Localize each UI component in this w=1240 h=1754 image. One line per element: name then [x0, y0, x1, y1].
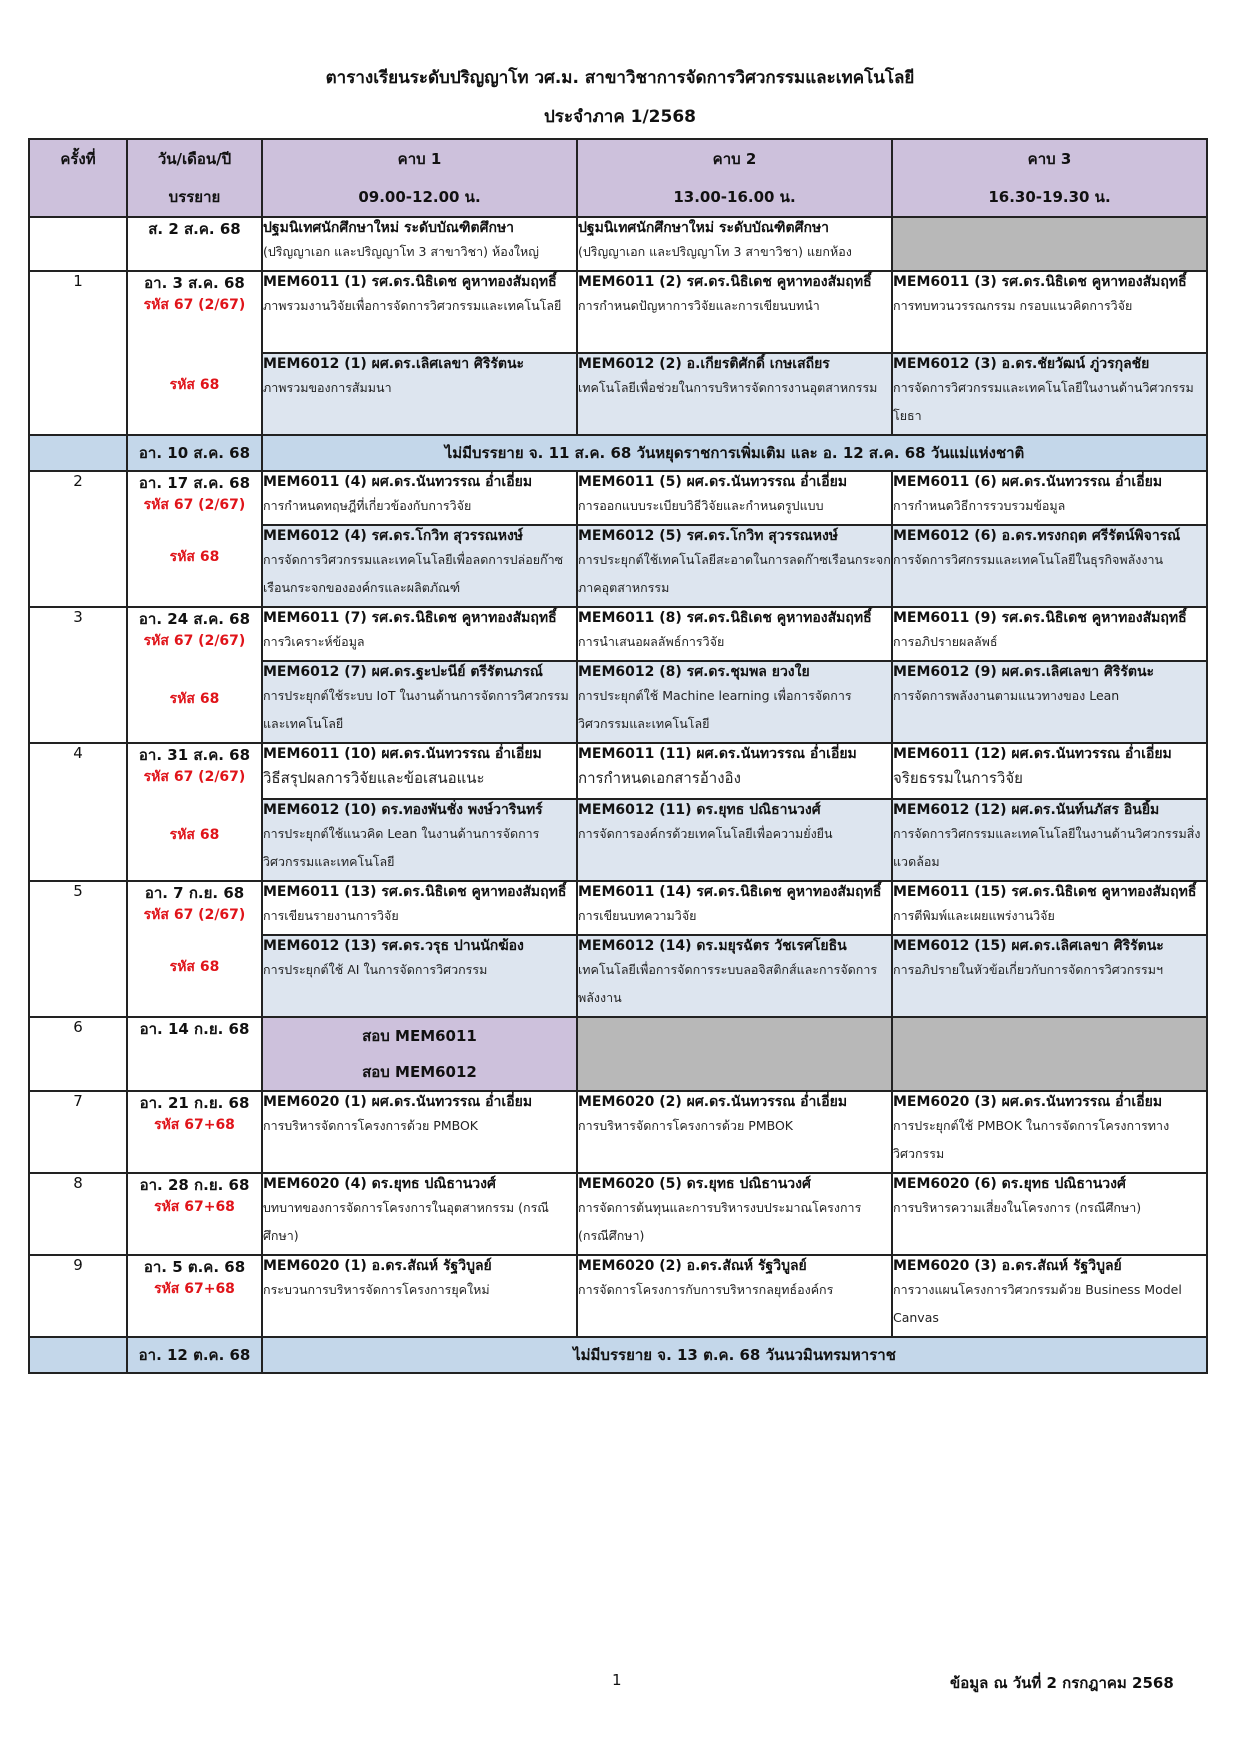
lecture-date: อา. 17 ส.ค. 68 — [138, 474, 251, 492]
session-title: MEM6011 (10) ผศ.ดร.นันทวรรณ อ่ำเอี่ยม — [263, 746, 542, 762]
mem6011-session — [892, 471, 1207, 525]
orientation-row — [29, 217, 1207, 271]
week-date-cell — [127, 1255, 262, 1337]
session-title: MEM6012 (4) รศ.ดร.โกวิท สุวรรณหงษ์ — [263, 528, 524, 544]
session-title: MEM6012 (5) รศ.ดร.โกวิท สุวรรณหงษ์ — [578, 528, 839, 544]
week-number: 7 — [29, 1091, 127, 1173]
session-topic: บทบาทของการจัดการโครงการในอุตสาหกรรม (กรณีศึกษา) — [263, 1200, 549, 1243]
mem6020-session — [892, 1173, 1207, 1255]
week-row-a — [29, 743, 1207, 799]
mem6012-session — [577, 353, 892, 435]
session-title: MEM6012 (11) ดร.ยุทธ ปณิธานวงศ์ — [578, 802, 821, 818]
mem6020-session — [577, 1173, 892, 1255]
session-topic: การกำหนดทฤษฎีที่เกี่ยวข้องกับการวิจัย — [263, 498, 472, 513]
mem6020-session — [577, 1091, 892, 1173]
session-topic: การจัดการวิศกรรมและเทคโนโลยีในธุรกิจพลังงาน — [893, 552, 1164, 567]
mem6012-session — [577, 799, 892, 881]
lecture-date: อา. 3 ส.ค. 68 — [144, 274, 245, 292]
col-header-period3 — [892, 139, 1207, 217]
exam-date-cell — [127, 1017, 262, 1091]
mem6011-session — [892, 881, 1207, 935]
session-topic: การจัดการโครงการกับการบริหารกลยุทธ์องค์กร — [578, 1282, 834, 1297]
period3-unused — [892, 217, 1207, 271]
cohort-code-67: รหัส 67 (2/67) — [143, 907, 246, 923]
week-date-cell — [127, 1173, 262, 1255]
mem6020-session — [262, 1173, 577, 1255]
session-topic: การตีพิมพ์และเผยแพร่งานวิจัย — [893, 908, 1055, 923]
lecture-date: อา. 5 ต.ค. 68 — [143, 1258, 246, 1276]
session-topic: การกำหนดวิธีการรวบรวมข้อมูล — [893, 498, 1066, 513]
session-title: MEM6011 (6) ผศ.ดร.นันทวรรณ อ่ำเอี่ยม — [893, 474, 1163, 490]
schedule-table — [28, 138, 1208, 1374]
mem6012-session — [262, 935, 577, 1017]
session-title: MEM6012 (10) ดร.ทองพันชั่ง พงษ์วารินทร์ — [263, 802, 543, 818]
period1-time: 09.00-12.00 น. — [358, 188, 481, 206]
cohort-code-68: รหัส 68 — [169, 959, 220, 975]
mem6011-session — [577, 881, 892, 935]
lecture-date: อา. 24 ส.ค. 68 — [138, 610, 251, 628]
week-row-mem6020 — [29, 1091, 1207, 1173]
page-number: 1 — [612, 1671, 622, 1689]
cohort-code-68: รหัส 68 — [169, 691, 220, 707]
mem6011-session — [577, 271, 892, 353]
session-title: MEM6012 (9) ผศ.ดร.เลิศเลขา ศิริรัตนะ — [893, 664, 1155, 680]
week-row-mem6020 — [29, 1255, 1207, 1337]
week-row-a — [29, 471, 1207, 525]
session-title: MEM6012 (14) ดร.มยุรฉัตร วัชเรศโยธิน — [578, 938, 847, 954]
cohort-code-67: รหัส 67 (2/67) — [143, 633, 246, 649]
week-date-cell — [127, 881, 262, 1017]
session-topic: การประยุกต์ใช้ระบบ IoT ในงานด้านการจัดการวิศวกรรมและเทคโนโลยี — [263, 688, 569, 731]
cohort-spacer — [128, 788, 261, 824]
week-row-a — [29, 607, 1207, 661]
session-title: MEM6020 (2) อ.ดร.สัณห์ รัฐวิบูลย์ — [578, 1258, 807, 1274]
cohort-code-68: รหัส 68 — [169, 549, 220, 565]
period2-label: คาบ 2 — [712, 150, 757, 168]
session-topic: เทคโนโลยีเพื่อการจัดการระบบลอจิสติกส์และการจัดการพลังงาน — [578, 962, 878, 1005]
period1-label: คาบ 1 — [397, 150, 442, 168]
session-title: MEM6020 (5) ดร.ยุทธ ปณิธานวงศ์ — [578, 1176, 811, 1192]
lecture-date: อา. 7 ก.ย. 68 — [144, 884, 245, 902]
session-topic: การวิเคราะห์ข้อมูล — [263, 634, 365, 649]
cohort-code-67: รหัส 67 (2/67) — [143, 497, 246, 513]
session-title: MEM6012 (15) ผศ.ดร.เลิศเลขา ศิริรัตนะ — [893, 938, 1164, 954]
cohort-code-67: รหัส 67 (2/67) — [143, 297, 246, 313]
semester-subtitle: ประจำภาค 1/2568 — [544, 107, 696, 127]
mem6011-session — [577, 607, 892, 661]
session-title: MEM6011 (5) ผศ.ดร.นันทวรรณ อ่ำเอี่ยม — [578, 474, 848, 490]
session-title: MEM6012 (13) รศ.ดร.วรุธ ปานนักฆ้อง — [263, 938, 524, 954]
session-title: MEM6011 (8) รศ.ดร.นิธิเดช คูหาทองสัมฤทธิ์ — [578, 610, 872, 626]
holiday-announcement: ไม่มีบรรยาย จ. 11 ส.ค. 68 วันหยุดราชการเพิ่มเติม และ อ. 12 ส.ค. 68 วันแม่แห่งชาติ — [262, 435, 1207, 471]
period2-time: 13.00-16.00 น. — [673, 188, 796, 206]
header-row — [29, 139, 1207, 217]
col-header-date-l2: บรรยาย — [168, 188, 221, 206]
session-topic: การกำหนดปัญหาการวิจัยและการเขียนบทนำ — [578, 298, 820, 313]
session-topic: การจัดการวิศวกรรมและเทคโนโลยีในงานด้านวิศวกรรมโยธา — [893, 380, 1194, 423]
orientation-detail: (ปริญญาเอก และปริญญาโท 3 สาขาวิชา) แยกห้อง — [578, 244, 852, 259]
holiday-number-empty — [29, 1337, 127, 1373]
mem6012-session — [262, 799, 577, 881]
exam-row — [29, 1017, 1207, 1091]
session-title: MEM6012 (6) อ.ดร.ทรงกฤต ศรีรัตน์พิจารณ์ — [893, 528, 1181, 544]
session-title: MEM6012 (2) อ.เกียรติศักดิ์ เกษเสถียร — [578, 356, 830, 372]
week-number: 8 — [29, 1173, 127, 1255]
mem6011-session — [262, 607, 577, 661]
cohort-code-67-68: รหัส 67+68 — [154, 1117, 235, 1133]
mem6012-session — [262, 661, 577, 743]
orientation-title: ปฐมนิเทศนักศึกษาใหม่ ระดับบัณฑิตศึกษา — [263, 220, 515, 236]
session-topic: การบริหารจัดการโครงการด้วย PMBOK — [578, 1118, 794, 1133]
week-number: 3 — [29, 607, 127, 743]
mem6020-session — [892, 1091, 1207, 1173]
mem6011-session — [262, 271, 577, 353]
session-topic: การนำเสนอผลลัพธ์การวิจัย — [578, 634, 725, 649]
session-topic: การจัดการต้นทุนและการบริหารงบประมาณโครงการ (กรณีศึกษา) — [578, 1200, 862, 1243]
col-header-no-label: ครั้งที่ — [60, 150, 96, 168]
orientation-period1 — [262, 217, 577, 271]
mem6012-session — [892, 661, 1207, 743]
mem6020-session — [892, 1255, 1207, 1337]
session-topic: การเขียนบทความวิจัย — [578, 908, 697, 923]
session-title: MEM6012 (1) ผศ.ดร.เลิศเลขา ศิริรัตนะ — [263, 356, 525, 372]
exam-date: อา. 14 ก.ย. 68 — [139, 1020, 250, 1038]
period2-unused — [577, 1017, 892, 1091]
orientation-date-cell — [127, 217, 262, 271]
session-title: MEM6011 (12) ผศ.ดร.นันทวรรณ อ่ำเอี่ยม — [893, 746, 1172, 762]
week-number: 4 — [29, 743, 127, 881]
session-topic: การจัดการพลังงานตามแนวทางของ Lean — [893, 688, 1120, 703]
session-topic: ภาพรวมของการสัมมนา — [263, 380, 392, 395]
week-number: 1 — [29, 271, 127, 435]
session-title: MEM6020 (2) ผศ.ดร.นันทวรรณ อ่ำเอี่ยม — [578, 1094, 848, 1110]
cohort-spacer — [128, 316, 261, 374]
week-date-cell — [127, 1091, 262, 1173]
col-header-no-blank — [30, 178, 126, 216]
period3-unused — [892, 1017, 1207, 1091]
col-header-period2 — [577, 139, 892, 217]
holiday-announcement: ไม่มีบรรยาย จ. 13 ต.ค. 68 วันนวมินทรมหาราช — [262, 1337, 1207, 1373]
session-topic: เทคโนโลยีเพื่อช่วยในการบริหารจัดการงานอุตสาหกรรม — [578, 380, 878, 395]
session-title: MEM6020 (1) อ.ดร.สัณห์ รัฐวิบูลย์ — [263, 1258, 492, 1274]
schedule-body — [29, 139, 1207, 1373]
session-title: MEM6012 (12) ผศ.ดร.นันท์นภัสร อินยิ้ม — [893, 802, 1160, 818]
col-header-date-l1: วัน/เดือน/ปี — [157, 150, 232, 168]
session-title: MEM6011 (2) รศ.ดร.นิธิเดช คูหาทองสัมฤทธิ์ — [578, 274, 872, 290]
session-title: MEM6011 (4) ผศ.ดร.นันทวรรณ อ่ำเอี่ยม — [263, 474, 533, 490]
session-title: MEM6011 (9) รศ.ดร.นิธิเดช คูหาทองสัมฤทธิ์ — [893, 610, 1187, 626]
session-topic: การประยุกต์ใช้ Machine learning เพื่อการจัดการวิศวกรรมและเทคโนโลยี — [578, 688, 852, 731]
session-topic: วิธีสรุปผลการวิจัยและข้อเสนอแนะ — [263, 769, 485, 787]
exam-mem6011: สอบ MEM6011 — [362, 1027, 477, 1045]
session-topic: การจัดการวิศวกรรมและเทคโนโลยีเพื่อลดการปล่อยก๊าซเรือนกระจกขององค์กรและผลิตภัณฑ์ — [263, 552, 564, 595]
mem6012-session — [892, 353, 1207, 435]
cohort-code-67-68: รหัส 67+68 — [154, 1199, 235, 1215]
session-topic: ภาพรวมงานวิจัยเพื่อการจัดการวิศวกรรมและเทคโนโลยี — [263, 298, 562, 313]
session-title: MEM6011 (1) รศ.ดร.นิธิเดช คูหาทองสัมฤทธิ์ — [263, 274, 557, 290]
session-title: MEM6012 (7) ผศ.ดร.ฐะปะนีย์ ตรีรัตนภรณ์ — [263, 664, 543, 680]
session-topic: การจัดการวิศกรรมและเทคโนโลยีในงานด้านวิศวกรรมสิ่งแวดล้อม — [893, 826, 1201, 869]
mem6012-session — [577, 935, 892, 1017]
cohort-code-68: รหัส 68 — [169, 827, 220, 843]
session-title: MEM6011 (13) รศ.ดร.นิธิเดช คูหาทองสัมฤทธิ์ — [263, 884, 567, 900]
session-title: MEM6020 (4) ดร.ยุทธ ปณิธานวงศ์ — [263, 1176, 496, 1192]
session-topic: กระบวนการบริหารจัดการโครงการยุคใหม่ — [263, 1282, 490, 1297]
session-topic: การทบทวนวรรณกรรม กรอบแนวคิดการวิจัย — [893, 298, 1133, 313]
session-topic: การออกแบบระเบียบวิธีวิจัยและกำหนดรูปแบบ — [578, 498, 824, 513]
mem6011-session — [892, 743, 1207, 799]
session-topic: การอภิปรายผลลัพธ์ — [893, 634, 998, 649]
week-date-cell — [127, 471, 262, 607]
session-topic: การบริหารความเสี่ยงในโครงการ (กรณีศึกษา) — [893, 1200, 1142, 1215]
orientation-detail: (ปริญญาเอก และปริญญาโท 3 สาขาวิชา) ห้องใหญ่ — [263, 244, 539, 259]
session-title: MEM6020 (6) ดร.ยุทธ ปณิธานวงศ์ — [893, 1176, 1126, 1192]
session-topic: การจัดการองค์กรด้วยเทคโนโลยีเพื่อความยั่งยืน — [578, 826, 833, 841]
session-topic: การประยุกต์ใช้เทคโนโลยีสะอาดในการลดก๊าซเรือนกระจกภาคอุตสาหกรรม — [578, 552, 891, 595]
exam-cell — [262, 1017, 577, 1091]
session-title: MEM6012 (3) อ.ดร.ชัยวัฒน์ ภู่วรกุลชัย — [893, 356, 1150, 372]
mem6012-session — [262, 525, 577, 607]
session-title: MEM6011 (15) รศ.ดร.นิธิเดช คูหาทองสัมฤทธิ์ — [893, 884, 1197, 900]
session-title: MEM6020 (3) อ.ดร.สัณห์ รัฐวิบูลย์ — [893, 1258, 1122, 1274]
session-title: MEM6011 (7) รศ.ดร.นิธิเดช คูหาทองสัมฤทธิ์ — [263, 610, 557, 626]
session-topic: การกำหนดเอกสารอ้างอิง — [578, 769, 741, 787]
week-number: 2 — [29, 471, 127, 607]
holiday-number-empty — [29, 435, 127, 471]
mem6020-session — [262, 1091, 577, 1173]
mem6012-session — [892, 935, 1207, 1017]
mem6011-session — [262, 471, 577, 525]
session-topic: จริยธรรมในการวิจัย — [893, 769, 1023, 787]
lecture-date: อา. 21 ก.ย. 68 — [139, 1094, 250, 1112]
orientation-title: ปฐมนิเทศนักศึกษาใหม่ ระดับบัณฑิตศึกษา — [578, 220, 830, 236]
data-as-of: ข้อมูล ณ วันที่ 2 กรกฎาคม 2568 — [950, 1674, 1174, 1692]
holiday-date: อา. 12 ต.ค. 68 — [127, 1337, 262, 1373]
lecture-date: อา. 28 ก.ย. 68 — [139, 1176, 250, 1194]
session-topic: การประยุกต์ใช้ AI ในการจัดการวิศวกรรม — [263, 962, 488, 977]
mem6011-session — [262, 881, 577, 935]
mem6012-session — [262, 353, 577, 435]
holiday-row — [29, 1337, 1207, 1373]
mem6012-session — [892, 525, 1207, 607]
period3-time: 16.30-19.30 น. — [988, 188, 1111, 206]
week-number-empty — [29, 217, 127, 271]
mem6020-session — [262, 1255, 577, 1337]
mem6011-session — [892, 271, 1207, 353]
session-topic: การประยุกต์ใช้แนวคิด Lean ในงานด้านการจัดการวิศวกรรมและเทคโนโลยี — [263, 826, 540, 869]
mem6012-session — [892, 799, 1207, 881]
week-row-a — [29, 271, 1207, 353]
mem6011-session — [577, 743, 892, 799]
session-title: MEM6011 (14) รศ.ดร.นิธิเดช คูหาทองสัมฤทธิ์ — [578, 884, 882, 900]
week-date-cell — [127, 607, 262, 743]
cohort-code-67: รหัส 67 (2/67) — [143, 769, 246, 785]
session-topic: การอภิปรายในหัวข้อเกี่ยวกับการจัดการวิศวกรรมฯ — [893, 962, 1163, 977]
week-number: 9 — [29, 1255, 127, 1337]
week-number: 5 — [29, 881, 127, 1017]
col-header-date — [127, 139, 262, 217]
session-topic: การวางแผนโครงการวิศวกรรมด้วย Business Model Canvas — [893, 1282, 1182, 1325]
session-title: MEM6012 (8) รศ.ดร.ชุมพล ยวงใย — [578, 664, 810, 680]
cohort-spacer — [128, 926, 261, 956]
holiday-date: อา. 10 ส.ค. 68 — [127, 435, 262, 471]
cohort-spacer — [128, 516, 261, 546]
orientation-date: ส. 2 ส.ค. 68 — [148, 220, 241, 238]
cohort-code-68: รหัส 68 — [169, 377, 220, 393]
mem6012-session — [577, 661, 892, 743]
mem6020-session — [577, 1255, 892, 1337]
session-topic: การประยุกต์ใช้ PMBOK ในการจัดการโครงการทางวิศวกรรม — [893, 1118, 1170, 1161]
session-title: MEM6011 (11) ผศ.ดร.นันทวรรณ อ่ำเอี่ยม — [578, 746, 857, 762]
week-date-cell — [127, 271, 262, 435]
col-header-period1 — [262, 139, 577, 217]
week-number: 6 — [29, 1017, 127, 1091]
week-row-mem6020 — [29, 1173, 1207, 1255]
mem6011-session — [577, 471, 892, 525]
holiday-row — [29, 435, 1207, 471]
orientation-period2 — [577, 217, 892, 271]
document-title: ตารางเรียนระดับปริญญาโท วศ.ม. สาขาวิชาการจัดการวิศวกรรมและเทคโนโลยี — [325, 68, 915, 88]
week-row-a — [29, 881, 1207, 935]
session-topic: การเขียนรายงานการวิจัย — [263, 908, 399, 923]
mem6012-session — [577, 525, 892, 607]
mem6011-session — [262, 743, 577, 799]
week-date-cell — [127, 743, 262, 881]
cohort-spacer — [128, 652, 261, 688]
session-topic: การบริหารจัดการโครงการด้วย PMBOK — [263, 1118, 479, 1133]
cohort-code-67-68: รหัส 67+68 — [154, 1281, 235, 1297]
mem6011-session — [892, 607, 1207, 661]
session-title: MEM6011 (3) รศ.ดร.นิธิเดช คูหาทองสัมฤทธิ์ — [893, 274, 1187, 290]
lecture-date: อา. 31 ส.ค. 68 — [138, 746, 251, 764]
col-header-no — [29, 139, 127, 217]
exam-mem6012: สอบ MEM6012 — [362, 1063, 477, 1081]
session-title: MEM6020 (3) ผศ.ดร.นันทวรรณ อ่ำเอี่ยม — [893, 1094, 1163, 1110]
period3-label: คาบ 3 — [1027, 150, 1072, 168]
session-title: MEM6020 (1) ผศ.ดร.นันทวรรณ อ่ำเอี่ยม — [263, 1094, 533, 1110]
